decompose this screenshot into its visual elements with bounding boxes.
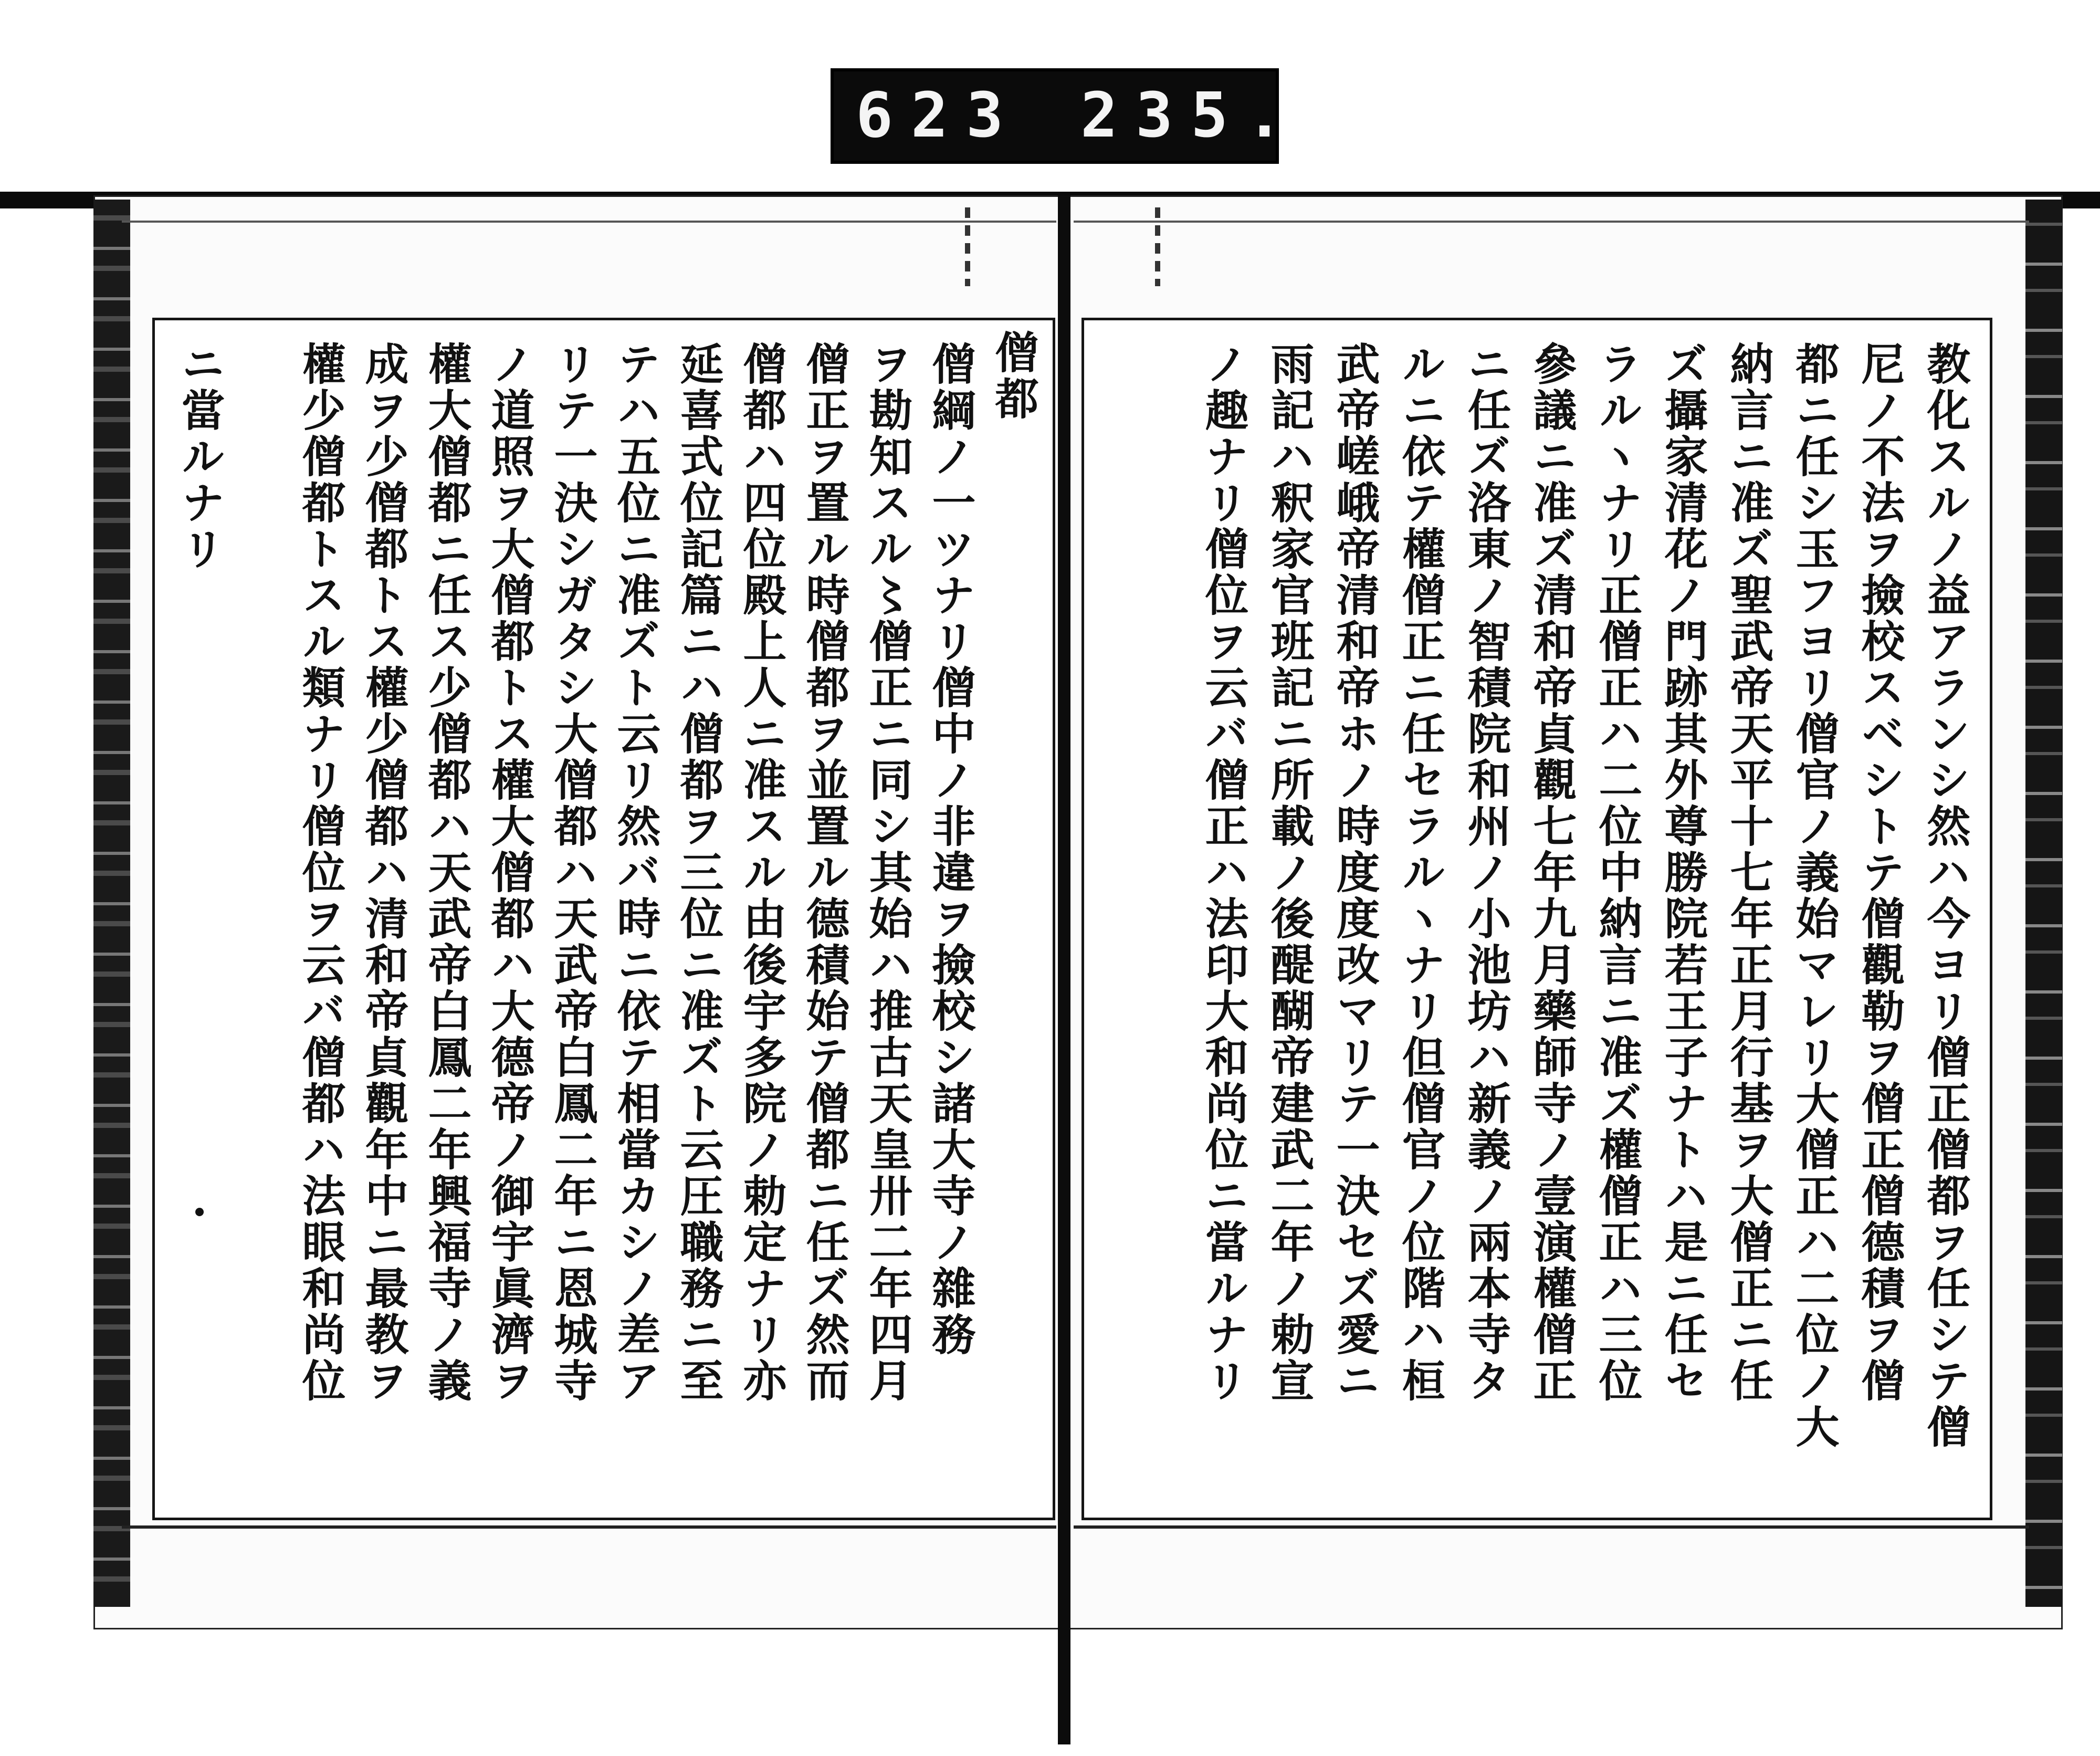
right-bottom-rule (1074, 1525, 2029, 1529)
right-top-rule (1074, 221, 2029, 223)
left-page-column: 權大僧都ニ任ス少僧都ハ天武帝白鳳二年興福寺ノ義 (421, 341, 472, 1404)
binding-thread-mark (965, 207, 970, 286)
right-page-column: ニ任ズ洛東ノ智積院和州ノ小池坊ハ新義ノ兩本寺タ (1460, 341, 1511, 1404)
left-page-column: 僧正ヲ置ル時僧都ヲ並置ル德積始テ僧都ニ任ズ然而 (799, 341, 850, 1404)
left-page-column: 延喜式位記篇ニハ僧都ヲ三位ニ准ズト云圧職務ニ至 (673, 341, 724, 1404)
right-page-column: 武帝嵯峨帝清和帝ホノ時度度改マリテ一決セズ愛ニ (1329, 341, 1380, 1404)
book-gutter (1058, 195, 1070, 1744)
right-page-column: ラルヽナリ正僧正ハ二位中納言ニ准ズ權僧正ハ三位 (1591, 341, 1643, 1404)
left-page-column: ヲ勘知スル〻僧正ニ同シ其始ハ推古天皇卅二年四月 (862, 341, 913, 1404)
right-page-column: 納言ニ准ズ聖武帝天平十七年正月行基ヲ大僧正ニ任 (1723, 341, 1774, 1404)
left-bottom-rule (122, 1525, 1056, 1529)
right-page-column: 教化スルノ益アランシ然ハ今ヨリ僧正僧都ヲ任シテ僧 (1919, 341, 1971, 1450)
ink-speck (195, 1208, 204, 1216)
left-top-rule (122, 221, 1056, 223)
left-page-column: ニ當ルナリ (174, 341, 225, 572)
left-fore-edge (93, 200, 130, 1607)
right-page-column: 都ニ任シ玉フヨリ僧官ノ義始マレリ大僧正ハ二位ノ大 (1788, 341, 1840, 1450)
entry-heading: 僧都 (988, 330, 1039, 422)
catalog-number-left: 623 (856, 79, 1022, 151)
right-page-column: ルニ依テ權僧正ニ任セラルヽナリ但僧官ノ位階ハ桓 (1394, 341, 1446, 1404)
right-page-column: ノ趣ナリ僧位ヲ云バ僧正ハ法印大和尚位ニ當ルナリ (1198, 341, 1249, 1404)
left-page-column: 僧綱ノ一ツナリ僧中ノ非違ヲ撿校シ諸大寺ノ雜務 (925, 341, 976, 1358)
left-page-column: 成ヲ少僧都トス權少僧都ハ清和帝貞觀年中ニ最教ヲ (358, 341, 409, 1404)
right-page-column: 參議ニ准ズ清和帝貞觀七年九月藥師寺ノ壹演權僧正 (1526, 341, 1577, 1404)
left-page (152, 318, 1055, 1520)
binding-thread-mark (1155, 207, 1160, 286)
catalog-label (831, 68, 1301, 164)
left-page-column: リテ一決シガタシ大僧都ハ天武帝白鳳二年ニ恩城寺 (547, 341, 598, 1404)
left-page-column: 僧都ハ四位殿上人ニ准スル由後宇多院ノ勅定ナリ亦 (736, 341, 787, 1404)
right-page-column: 尼ノ不法ヲ撿校スベシトテ僧觀勒ヲ僧正僧德積ヲ僧 (1854, 341, 1905, 1404)
right-fore-edge (2025, 200, 2062, 1607)
right-page-column: 雨記ハ釈家官班記ニ所載ノ後醍醐帝建武二年ノ勅宣 (1263, 341, 1315, 1404)
catalog-number-right: 235. (1080, 79, 1301, 151)
left-page-column: 權少僧都トスル類ナリ僧位ヲ云バ僧都ハ法眼和尚位 (295, 341, 346, 1404)
right-page-column: ズ攝家清花ノ門跡其外尊勝院若王子ナトハ是ニ任セ (1657, 341, 1708, 1404)
left-page-column: ノ道照ヲ大僧都トス權大僧都ハ大德帝ノ御宇眞濟ヲ (484, 341, 535, 1404)
left-page-column: テハ五位ニ准ズト云リ然バ時ニ依テ相當カシノ差ア (610, 341, 661, 1404)
